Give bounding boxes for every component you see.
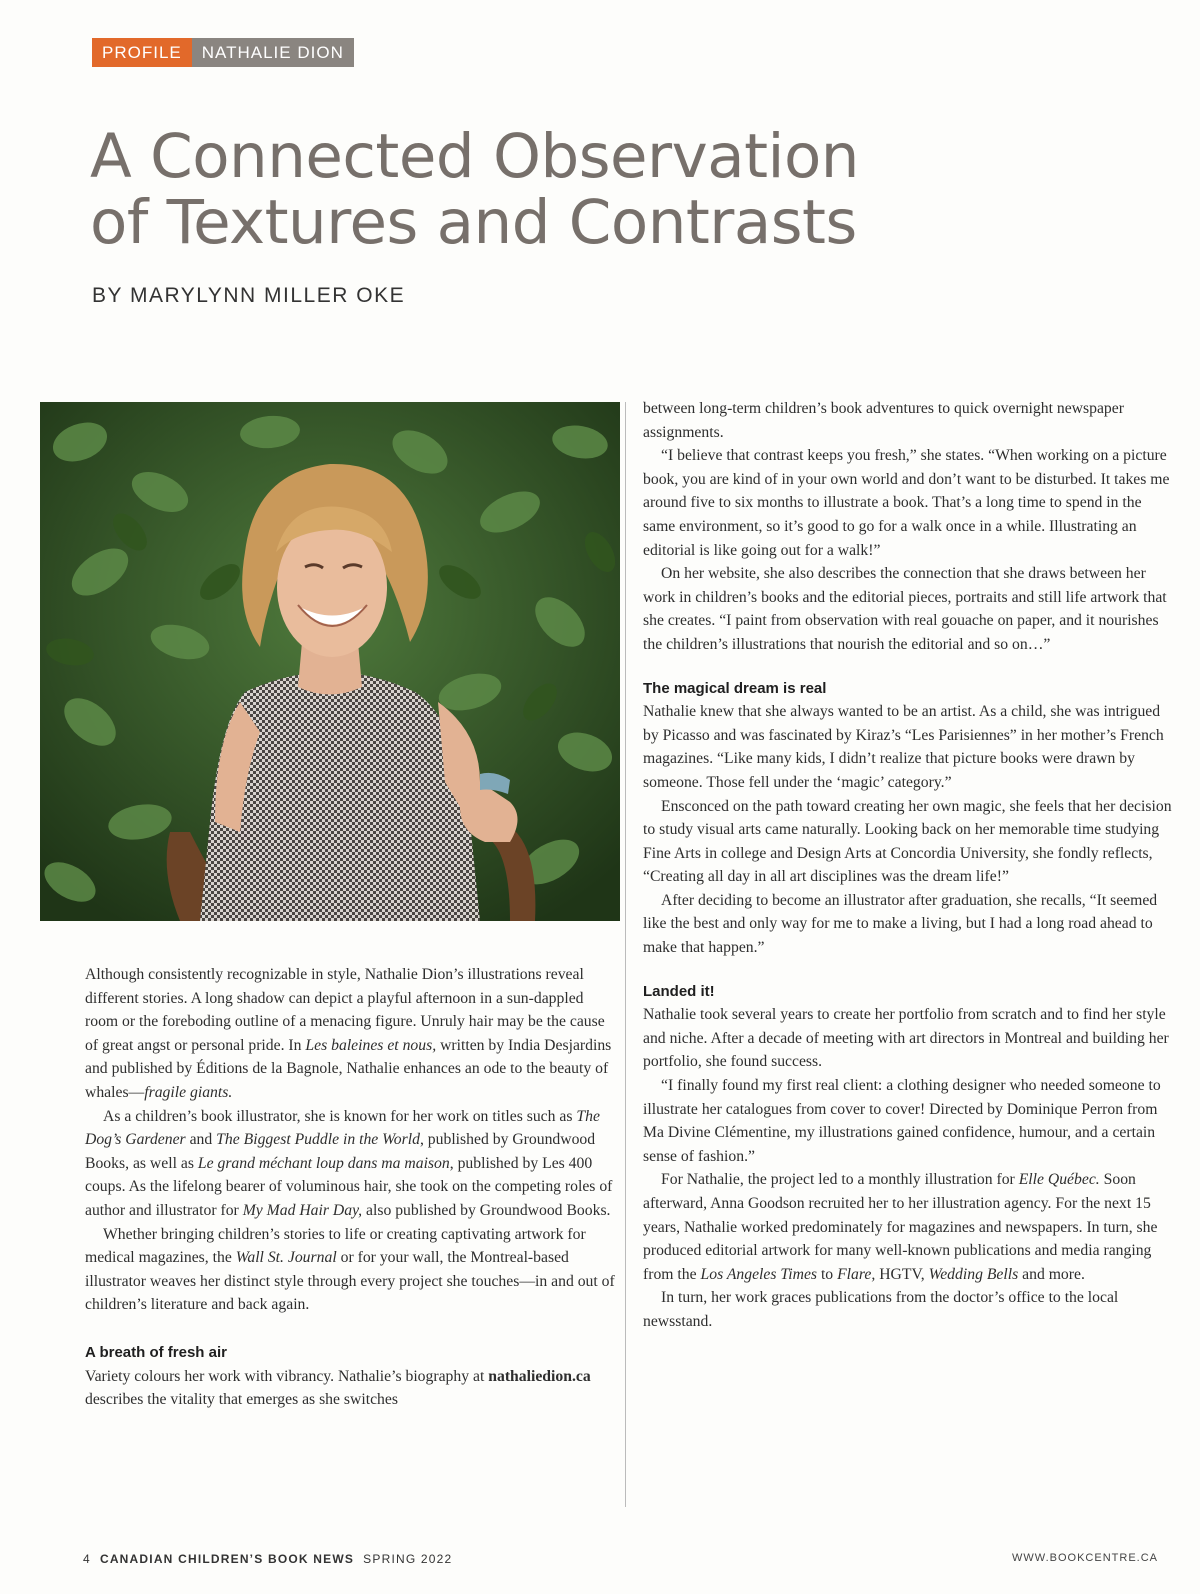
paragraph: Nathalie took several years to create her portfolio from scratch and to find her style and niche. After a decade of meeting with art directors in Montreal and building her portfolio, she found success. [643, 1006, 1169, 1071]
paragraph: In turn, her work graces publications from the doctor’s office to the local newsstand. [643, 1289, 1119, 1330]
paragraph: On her website, she also describes the connection that she draws between her work in children’s books and the editorial pieces, portraits and still life artwork that she creates. “I paint from observation with real gouache on paper, and it nourishes the children’s illustrations that nourish the editorial and so on…” [643, 565, 1167, 653]
section-label: PROFILE [92, 38, 192, 67]
article-column-right [643, 397, 1173, 1334]
paragraph: Although consistently recognizable in style, Nathalie Dion’s illustrations reveal different stories. A long shadow can depict a playful afternoon in a sun-dappled room or the foreboding outline of a menacing figure. Unruly hair may be the cause of great angst or personal pride. In Les baleines et nous, written by India Desjardins and published by Éditions de la Bagnole, Nathalie enhances an ode to the beauty of whales—fragile giants. [85, 966, 612, 1101]
issue-label: SPRING 2022 [363, 1552, 453, 1566]
paragraph: Whether bringing children’s stories to life or creating captivating artwork for medical magazines, the Wall St. Journal or for your wall, the Montreal-based illustrator weaves her distinct style through every project she touches—in and out of children’s literature and back again. [85, 1225, 615, 1314]
title-line-2: of Textures and Contrasts [90, 187, 857, 258]
paragraph: Nathalie knew that she always wanted to be an artist. As a child, she was intrigued by Picasso and was fascinated by Kiraz’s “Les Parisiennes” in her mother’s French magazines. “Like many kids, I didn’t realize that picture books were drawn by someone. Those fell under the ‘magic’ category.” [643, 703, 1164, 791]
portrait-photo [40, 402, 620, 921]
paragraph: For Nathalie, the project led to a monthly illustration for Elle Québec. Soon afterward, Anna Goodson recruited her to her illustration agency. For the next 15 years, Nathalie worked predominately for magazines and newspapers. In turn, she produced editorial artwork for many well-known publications and media ranging from the Los Angeles Times to Flare, HGTV, Wedding Bells and more. [643, 1171, 1158, 1283]
subheading: The magical dream is real [643, 679, 827, 697]
paragraph: After deciding to become an illustrator after graduation, she recalls, “It seemed like the best and only way for me to make a living, but I had a long road ahead to make that happen.” [643, 891, 1158, 957]
section-tag [92, 38, 354, 67]
subheading: Landed it! [643, 982, 715, 1000]
publication-name: CANADIAN CHILDREN’S BOOK NEWS [99, 1552, 355, 1566]
paragraph: “I believe that contrast keeps you fresh,” she states. “When working on a picture book, you are kind of in your own world and don’t want to be disturbed. It takes me around five to six months to illustrate a book. That’s a long time to spend in the same environment, so it’s good to go for a walk once in a while. Illustrating an editorial is like going out for a walk!” [643, 447, 1170, 559]
title-line-1: A Connected Observation [90, 121, 859, 192]
paragraph: Ensconced on the path toward creating her own magic, she feels that her decision to study visual arts came naturally. Looking back on her memorable time studying Fine Arts in college and Design Arts at Concordia University, she fondly reflects, “Creating all day in all art disciplines was the dream life!” [643, 797, 1172, 886]
paragraph: between long-term children’s book adventures to quick overnight newspaper assignments. [643, 400, 1124, 441]
paragraph: “I finally found my first real client: a clothing designer who needed someone to illustrate her catalogues from cover to cover! Directed by Dominique Perron from Ma Divine Clémentine, my illustrations gained confidence, humour, and a certain sense of fashion.” [643, 1077, 1161, 1165]
subheading: A breath of fresh air [85, 1343, 227, 1361]
footer-url[interactable]: WWW.BOOKCENTRE.CA [1012, 1552, 1158, 1564]
paragraph: As a children’s book illustrator, she is known for her work on titles such as The Dog’s Gardener and The Biggest Puddle in the World, published by Groundwood Books, as well as Le grand méchant loup dans ma maison, published by Les 400 coups. As the lifelong bearer of voluminous hair, she took on the competing roles of author and illustrator for My Mad Hair Day, also published by Groundwood Books. [85, 1107, 613, 1219]
paragraph: Variety colours her work with vibrancy. Nathalie’s biography at nathaliedion.ca describes the vitality that emerges as she switches [85, 1367, 591, 1409]
byline: BY MARYLYNN MILLER OKE [92, 284, 406, 307]
website-link[interactable]: nathaliedion.ca [488, 1367, 591, 1385]
article-title [90, 121, 990, 258]
article-column-left [85, 963, 615, 1412]
subject-label: NATHALIE DION [192, 38, 354, 67]
footer-left [83, 1552, 452, 1566]
column-divider [625, 402, 626, 1507]
page-number: 4 [83, 1552, 91, 1566]
